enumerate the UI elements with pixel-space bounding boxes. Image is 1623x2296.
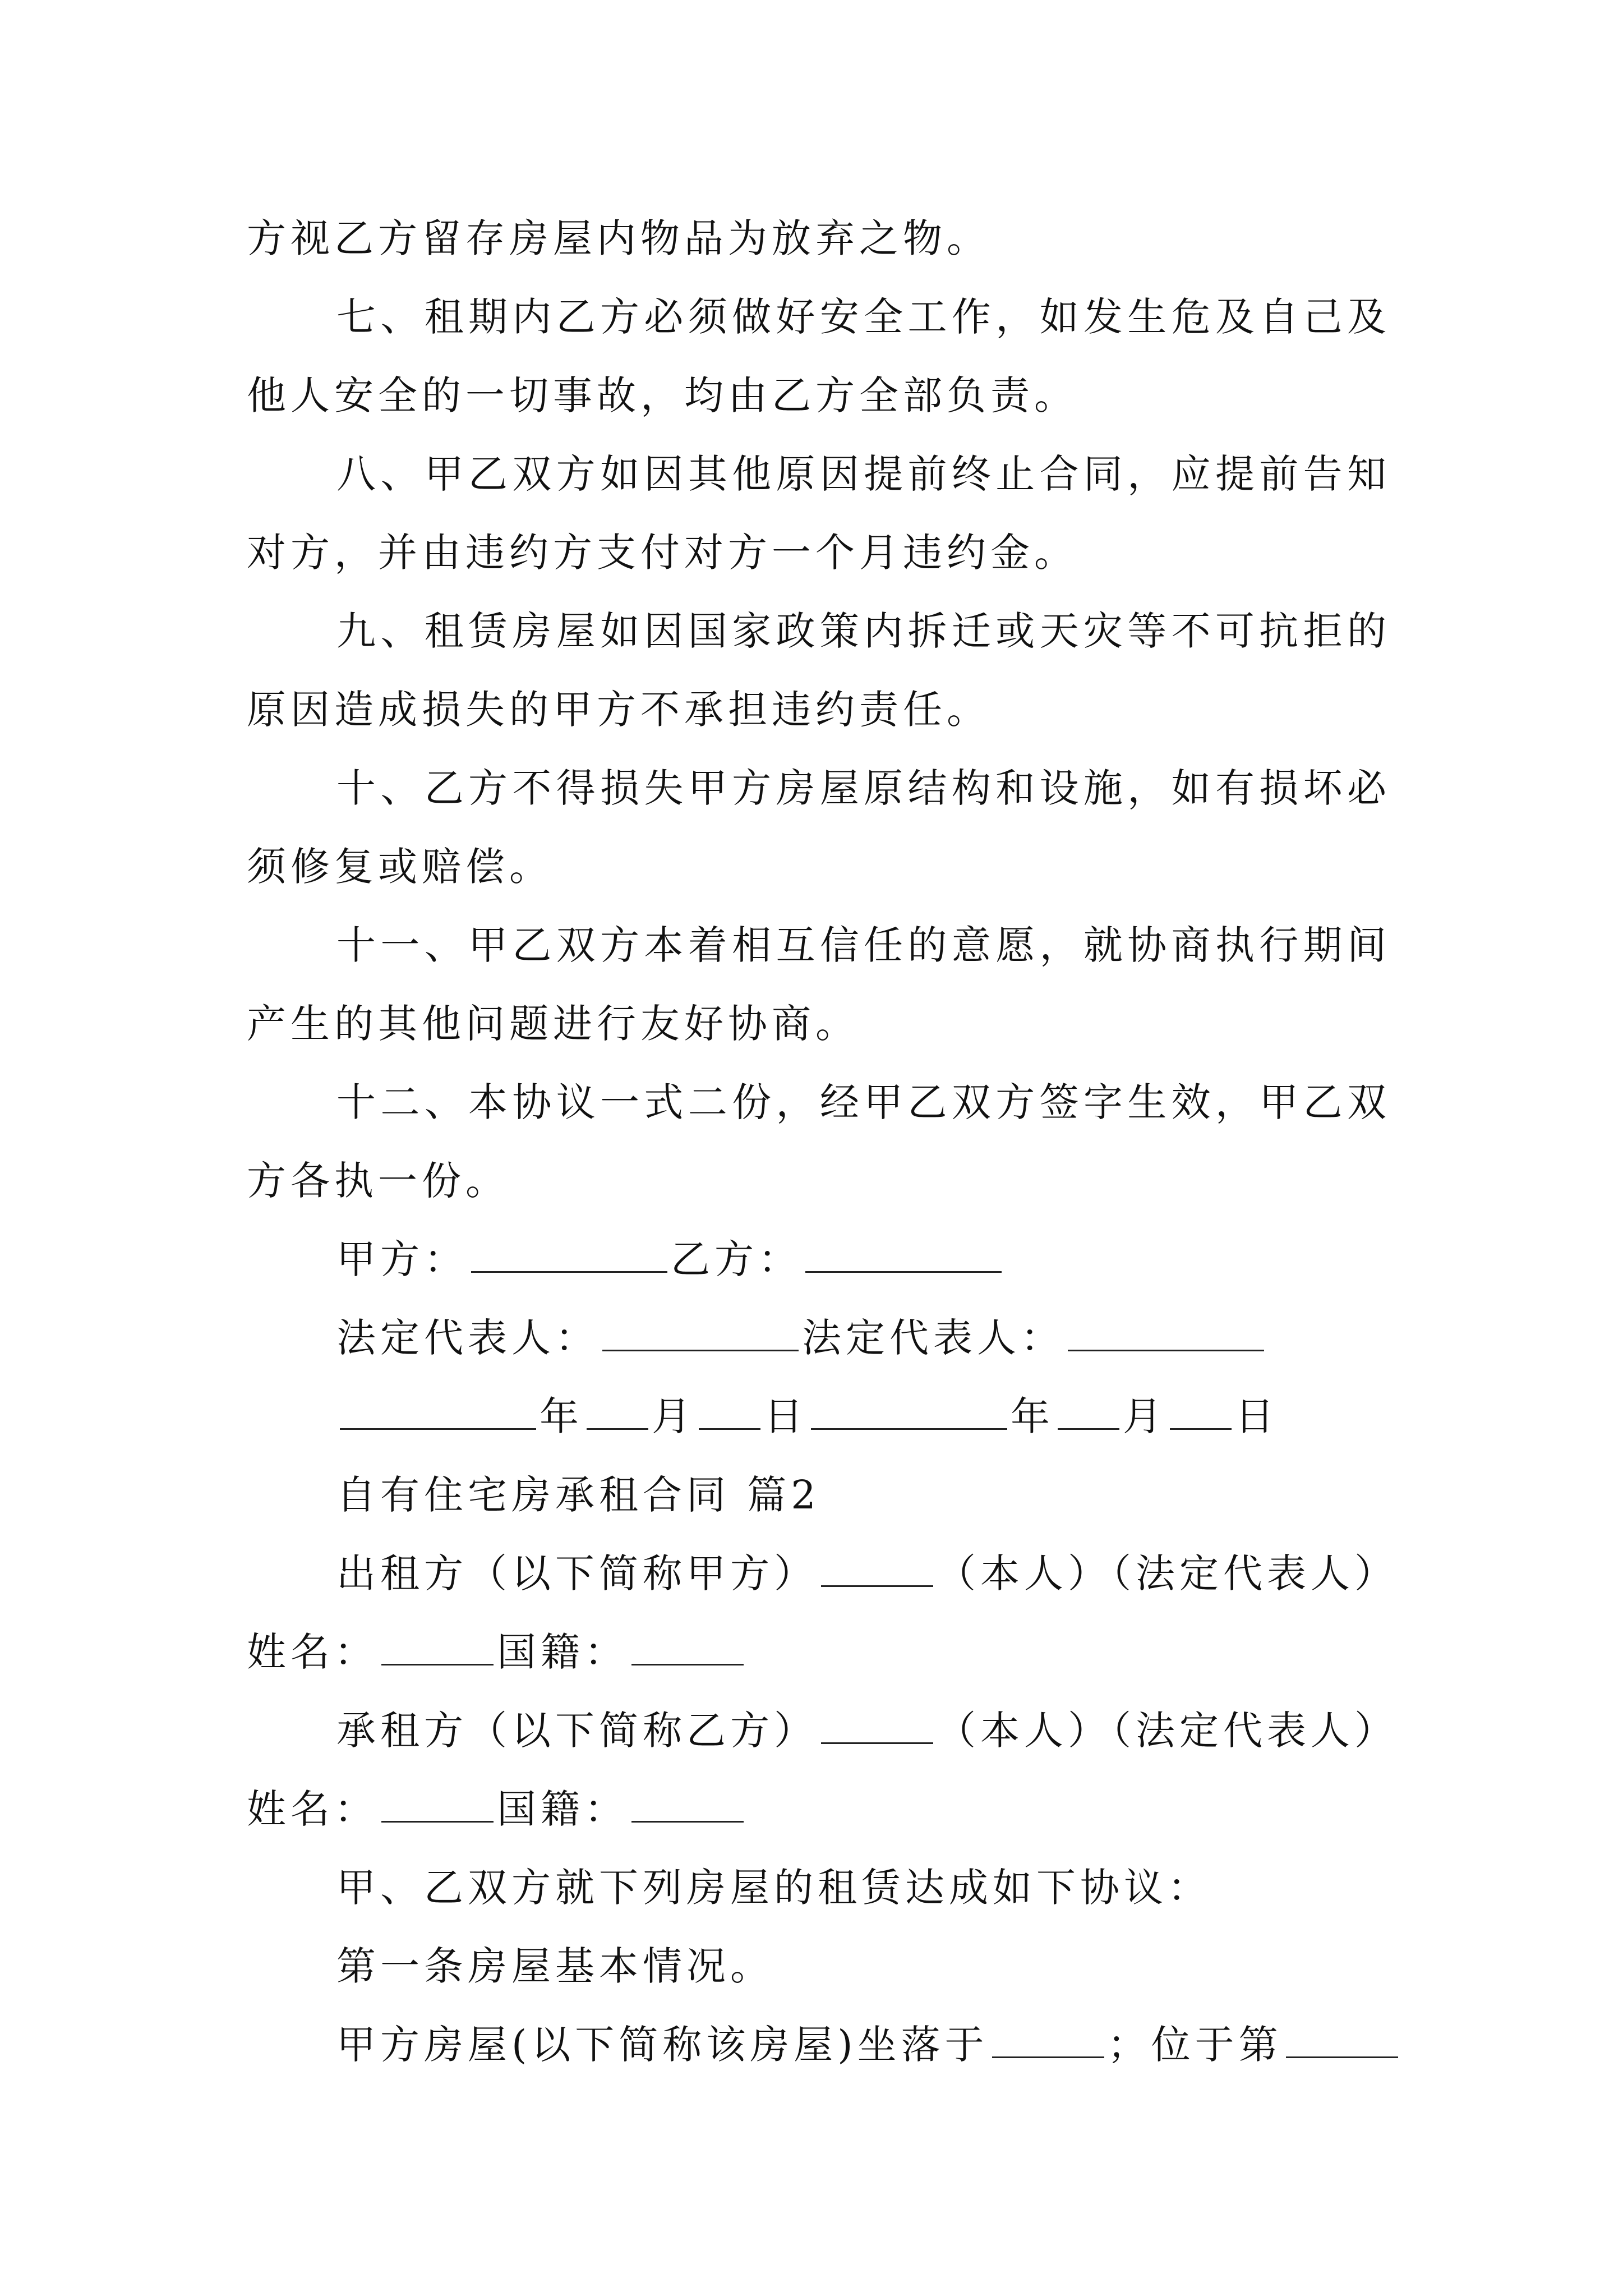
clause-8-line-2: 对方，并由违约方支付对方一个月违约金。 [247, 530, 1078, 576]
year-b-blank[interactable] [811, 1396, 1007, 1430]
year-b-label: 年 [1011, 1393, 1054, 1439]
day-a-blank[interactable] [699, 1396, 760, 1430]
lessee-blank[interactable] [821, 1710, 933, 1744]
clause-7-line-2: 他人安全的一切事故，均由乙方全部负责。 [247, 372, 1078, 418]
location-line [247, 2005, 1391, 2084]
party-b-blank[interactable] [805, 1239, 1002, 1273]
rep-b-label: 法定代表人： [802, 1315, 1064, 1361]
lessor-name-blank[interactable] [381, 1631, 494, 1665]
clause-11-line-1: 十一、甲乙双方本着相互信任的意愿，就协商执行期间 [336, 922, 1391, 968]
lessee-name-line [247, 1770, 1391, 1848]
lessor-line [247, 1534, 1398, 1613]
clause-11-line-2: 产生的其他问题进行友好协商。 [247, 1001, 859, 1047]
month-a-label: 月 [652, 1393, 695, 1439]
clause-7-line-1: 七、租期内乙方必须做好安全工作，如发生危及自己及 [336, 294, 1391, 340]
lessor-name-line [247, 1613, 1391, 1691]
party-b-label: 乙方： [671, 1236, 802, 1282]
day-a-label: 日 [764, 1393, 808, 1439]
clause-10-line-2: 须修复或赔偿。 [247, 844, 553, 890]
lessee-line [247, 1691, 1398, 1770]
clause-9-line-2: 原因造成损失的甲方不承担违约责任。 [247, 687, 990, 733]
clause-12-line-2: 方各执一份。 [247, 1158, 509, 1204]
lessee-name-blank[interactable] [381, 1788, 494, 1823]
rep-b-blank[interactable] [1068, 1317, 1264, 1351]
clause-10-line-1: 十、乙方不得损失甲方房屋原结构和设施，如有损坏必 [336, 765, 1391, 811]
location-blank[interactable] [992, 2024, 1104, 2058]
clause-8-line-1: 八、甲乙双方如因其他原因提前终止合同，应提前告知 [336, 451, 1391, 497]
lessee-name-label: 姓名： [247, 1786, 378, 1832]
month-a-blank[interactable] [587, 1396, 648, 1430]
party-a-label: 甲方： [336, 1236, 468, 1282]
agreement-intro: 甲、乙双方就下列房屋的租赁达成如下协议： [336, 1865, 1211, 1911]
floor-blank[interactable] [1286, 2024, 1398, 2058]
signature-parties-line [247, 1220, 1391, 1299]
clause-12-line-1: 十二、本协议一式二份，经甲乙双方签字生效，甲乙双 [336, 1079, 1391, 1125]
article-1-heading: 第一条房屋基本情况。 [336, 1943, 774, 1989]
lessee-self-rep: （本人）（法定代表人） [937, 1708, 1398, 1754]
lessor-nationality-label: 国籍： [497, 1629, 628, 1675]
document-body [247, 199, 1398, 2084]
rep-a-label: 法定代表人： [336, 1315, 599, 1361]
lessor-name-label: 姓名： [247, 1629, 378, 1675]
lessee-nationality-label: 国籍： [497, 1786, 628, 1832]
lessor-blank[interactable] [821, 1553, 933, 1587]
location-mid: ；位于第 [1107, 2022, 1283, 2068]
lessor-prefix: 出租方（以下简称甲方） [336, 1550, 818, 1596]
lessee-prefix: 承租方（以下简称乙方） [336, 1708, 818, 1754]
signature-dates-line [247, 1377, 1391, 1456]
day-b-blank[interactable] [1170, 1396, 1232, 1430]
signature-representatives-line [247, 1299, 1391, 1377]
location-prefix: 甲方房屋(以下简称该房屋)坐落于 [336, 2022, 989, 2068]
year-a-label: 年 [540, 1393, 583, 1439]
lessee-nationality-blank[interactable] [631, 1788, 744, 1823]
month-b-label: 月 [1123, 1393, 1166, 1439]
clause-9-line-1: 九、租赁房屋如因国家政策内拆迁或天灾等不可抗拒的 [336, 608, 1391, 654]
day-b-label: 日 [1235, 1393, 1279, 1439]
party-a-blank[interactable] [471, 1239, 667, 1273]
lessor-nationality-blank[interactable] [631, 1631, 744, 1665]
rep-a-blank[interactable] [602, 1317, 799, 1351]
lessor-self-rep: （本人）（法定代表人） [937, 1550, 1398, 1596]
paragraph-line: 方视乙方留存房屋内物品为放弃之物。 [247, 215, 990, 261]
section-2-title: 自有住宅房承租合同 篇2 [336, 1472, 820, 1518]
year-a-blank[interactable] [340, 1396, 536, 1430]
month-b-blank[interactable] [1058, 1396, 1119, 1430]
